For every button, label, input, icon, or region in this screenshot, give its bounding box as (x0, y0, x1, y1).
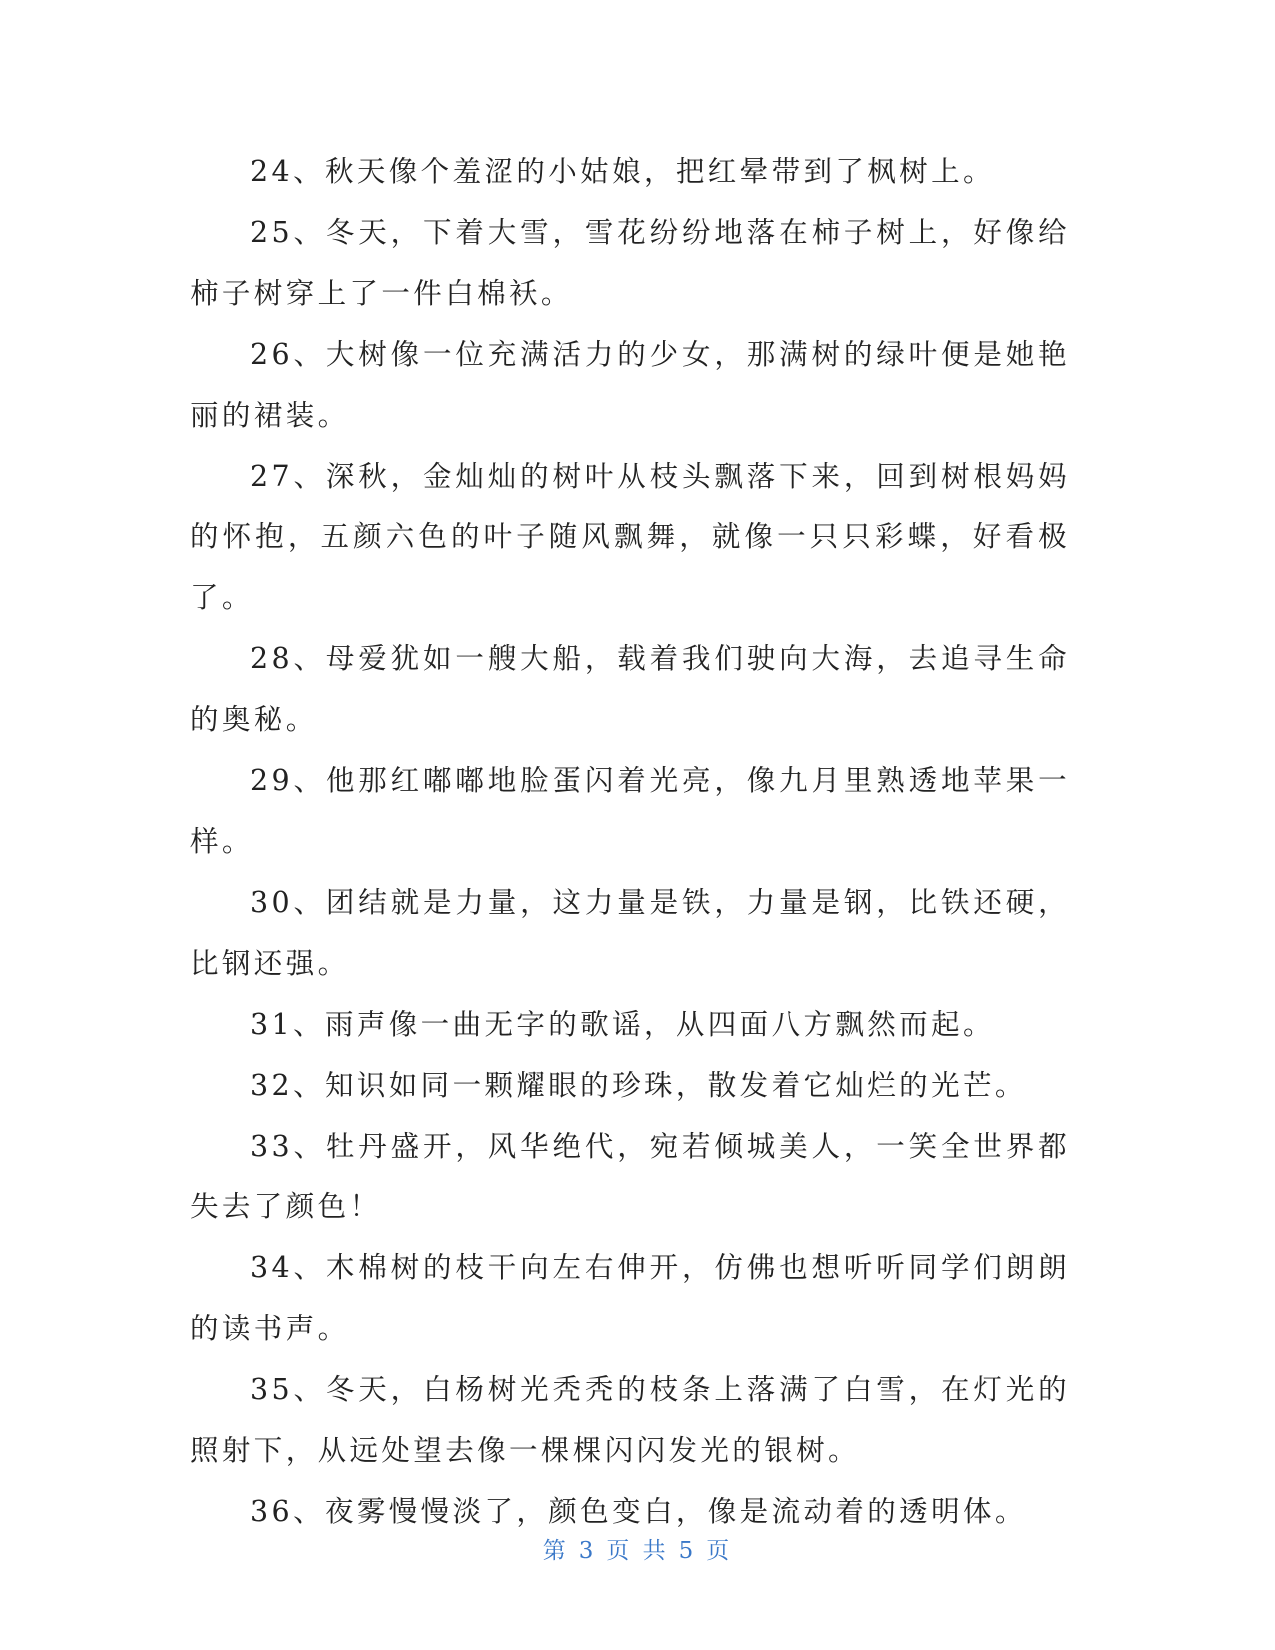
footer-current-page: 3 (578, 1538, 597, 1564)
paragraph-33: 33、牡丹盛开，风华绝代，宛若倾城美人，一笑全世界都失去了颜色！ (190, 1129, 1070, 1224)
paragraph-35: 35、冬天，白杨树光秃秃的枝条上落满了白雪，在灯光的照射下，从远处望去像一棵棵闪闪发光的银树。 (190, 1373, 1070, 1468)
paragraph-27: 27、深秋，金灿灿的树叶从枝头飘落下来，回到树根妈妈的怀抱，五颜六色的叶子随风飘舞，就像一只只彩蝶，好看极了。 (190, 459, 1070, 615)
footer-prefix: 第 (542, 1538, 569, 1564)
paragraph-28: 28、母爱犹如一艘大船，载着我们驶向大海，去追寻生命的奥秘。 (190, 642, 1070, 737)
page-footer (0, 1532, 1275, 1565)
footer-middle: 页 共 (606, 1538, 669, 1564)
paragraph-34: 34、木棉树的枝干向左右伸开，仿佛也想听听同学们朗朗的读书声。 (190, 1251, 1070, 1346)
paragraph-31: 31、雨声像一曲无字的歌谣，从四面八方飘然而起。 (250, 1007, 995, 1041)
footer-total-pages: 5 (678, 1538, 697, 1564)
paragraph-29: 29、他那红嘟嘟地脸蛋闪着光亮，像九月里熟透地苹果一样。 (190, 764, 1070, 858)
paragraph-26: 26、大树像一位充满活力的少女，那满树的绿叶便是她艳丽的裙装。 (190, 337, 1070, 432)
paragraph-32: 32、知识如同一颗耀眼的珍珠，散发着它灿烂的光芒。 (250, 1068, 1027, 1102)
paragraph-24: 24、秋天像个羞涩的小姑娘，把红晕带到了枫树上。 (250, 155, 995, 188)
document-body (190, 142, 1070, 1543)
paragraph-25: 25、冬天，下着大雪，雪花纷纷地落在柿子树上，好像给柿子树穿上了一件白棉袄。 (190, 215, 1070, 310)
paragraph-36: 36、夜雾慢慢淡了，颜色变白，像是流动着的透明体。 (250, 1494, 1027, 1528)
paragraph-30: 30、团结就是力量，这力量是铁，力量是钢，比铁还硬，比钢还强。 (190, 885, 1070, 980)
footer-suffix: 页 (706, 1538, 733, 1564)
